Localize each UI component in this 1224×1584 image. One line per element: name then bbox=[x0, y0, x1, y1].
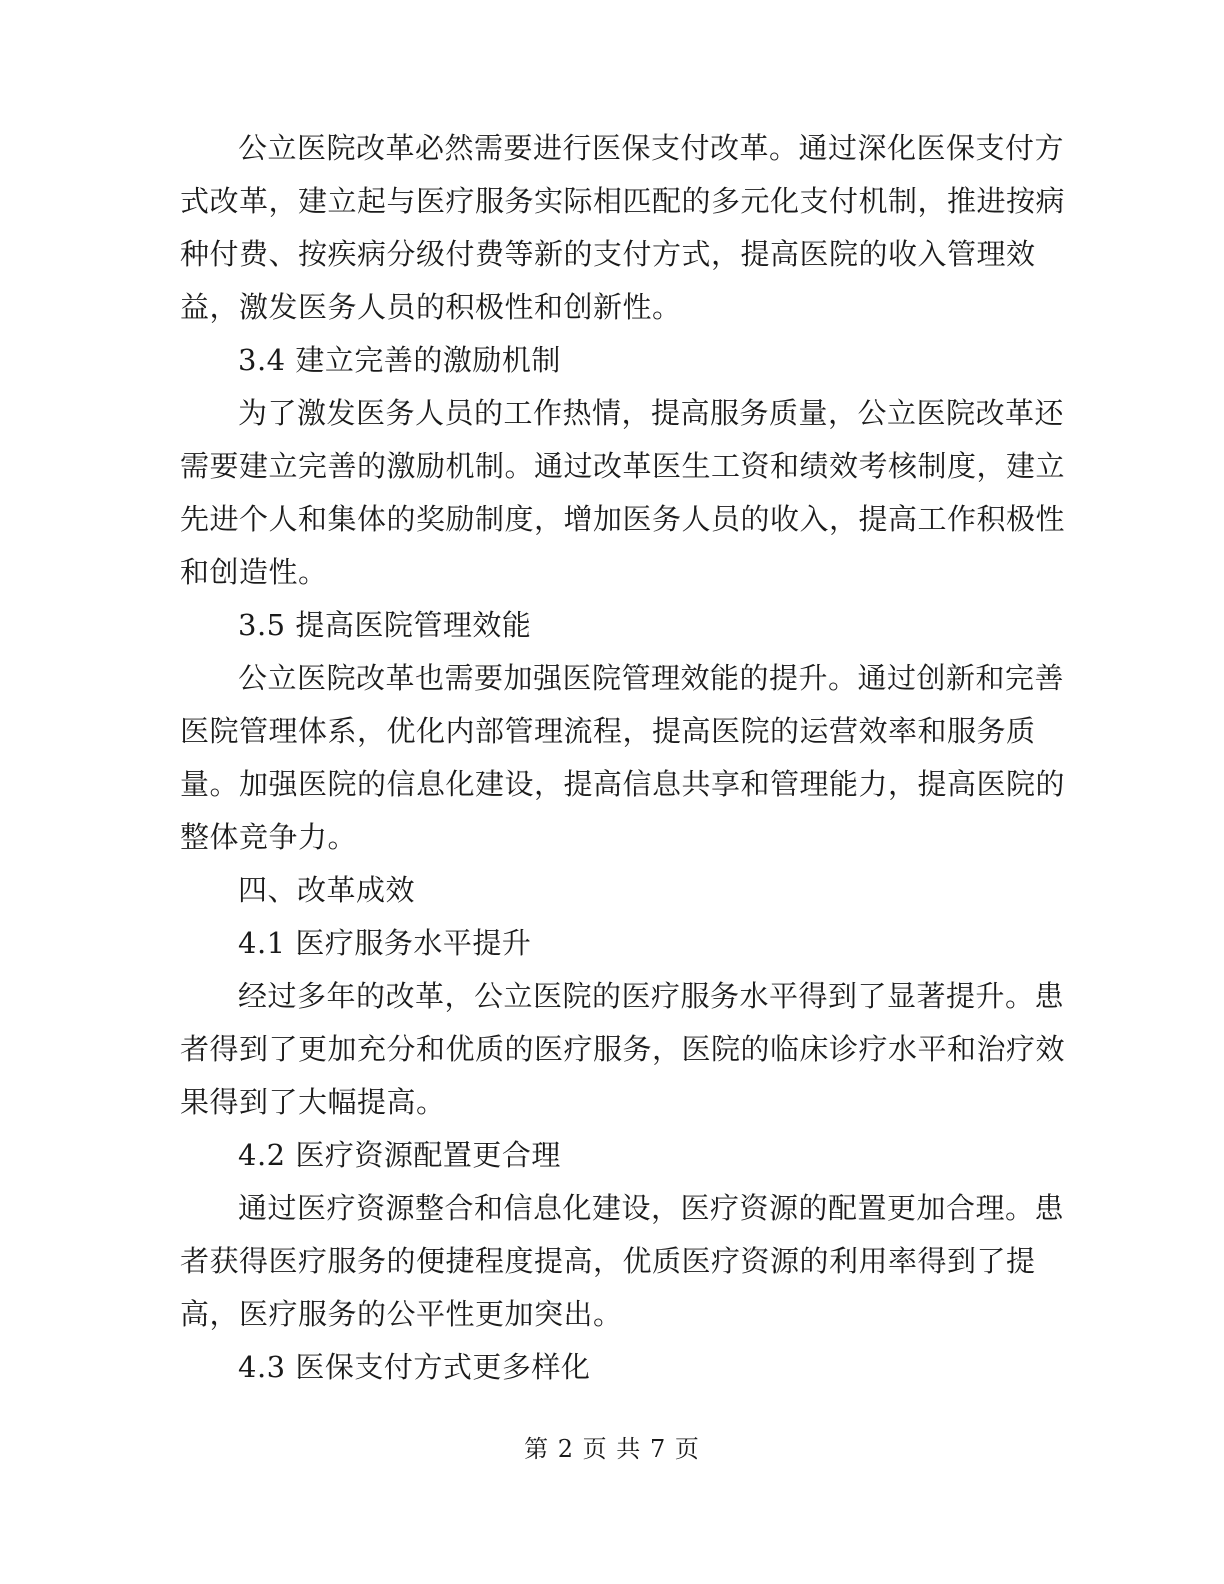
section-heading: 4.1 医疗服务水平提升 bbox=[238, 926, 532, 960]
paragraph-line: 先进个人和集体的奖励制度，增加医务人员的收入，提高工作积极性 bbox=[180, 502, 1066, 536]
chapter-heading: 四、改革成效 bbox=[238, 873, 416, 907]
section-heading: 4.3 医保支付方式更多样化 bbox=[238, 1350, 591, 1384]
paragraph-line: 公立医院改革必然需要进行医保支付改革。通过深化医保支付方 bbox=[238, 131, 1065, 165]
section-heading: 3.4 建立完善的激励机制 bbox=[238, 343, 561, 377]
paragraph-line: 需要建立完善的激励机制。通过改革医生工资和绩效考核制度，建立 bbox=[180, 449, 1066, 483]
paragraph-line: 种付费、按疾病分级付费等新的支付方式，提高医院的收入管理效 bbox=[180, 237, 1036, 271]
paragraph-line: 和创造性。 bbox=[180, 555, 328, 589]
paragraph-line: 通过医疗资源整合和信息化建设，医疗资源的配置更加合理。患 bbox=[238, 1191, 1065, 1225]
page-footer: 第 2 页 共 7 页 bbox=[524, 1435, 700, 1463]
paragraph-line: 益，激发医务人员的积极性和创新性。 bbox=[180, 290, 682, 324]
paragraph-line: 量。加强医院的信息化建设，提高信息共享和管理能力，提高医院的 bbox=[180, 767, 1066, 801]
paragraph-line: 式改革，建立起与医疗服务实际相匹配的多元化支付机制，推进按病 bbox=[180, 184, 1066, 218]
paragraph-line: 者获得医疗服务的便捷程度提高，优质医疗资源的利用率得到了提 bbox=[180, 1244, 1036, 1278]
paragraph-line: 医院管理体系，优化内部管理流程，提高医院的运营效率和服务质 bbox=[180, 714, 1036, 748]
paragraph-line: 为了激发医务人员的工作热情，提高服务质量，公立医院改革还 bbox=[238, 396, 1065, 430]
paragraph-line: 经过多年的改革，公立医院的医疗服务水平得到了显著提升。患 bbox=[238, 979, 1065, 1013]
section-heading: 3.5 提高医院管理效能 bbox=[238, 608, 532, 642]
paragraph-line: 高，医疗服务的公平性更加突出。 bbox=[180, 1297, 623, 1331]
paragraph-line: 公立医院改革也需要加强医院管理效能的提升。通过创新和完善 bbox=[238, 661, 1065, 695]
paragraph-line: 果得到了大幅提高。 bbox=[180, 1085, 446, 1119]
paragraph-line: 整体竞争力。 bbox=[180, 820, 358, 854]
section-heading: 4.2 医疗资源配置更合理 bbox=[238, 1138, 561, 1172]
paragraph-line: 者得到了更加充分和优质的医疗服务，医院的临床诊疗水平和治疗效 bbox=[180, 1032, 1066, 1066]
